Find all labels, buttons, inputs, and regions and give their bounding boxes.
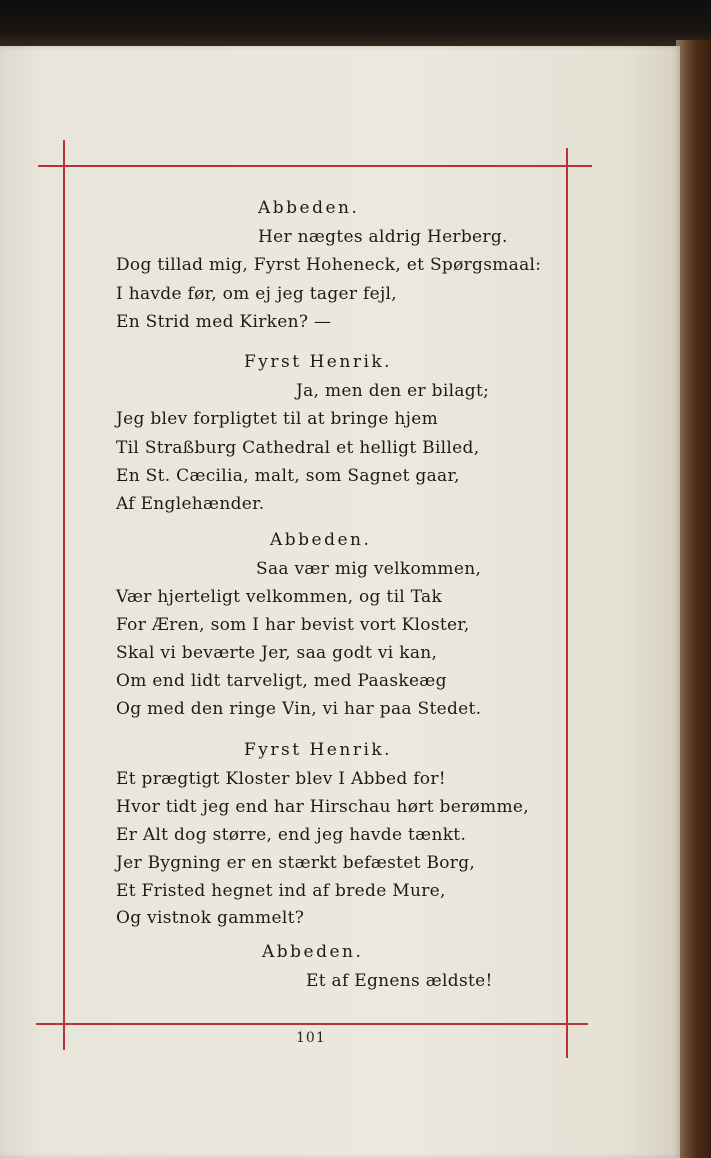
verse-line: Dog tillad mig, Fyrst Hoheneck, et Spørgsmaal: — [116, 255, 542, 275]
verse-line: Hvor tidt jeg end har Hirschau hørt berømme, — [116, 797, 529, 817]
verse-line: Skal vi beværte Jer, saa godt vi kan, — [116, 643, 438, 663]
verse-line: Og med den ringe Vin, vi har paa Stedet. — [116, 699, 482, 719]
background-shadow — [0, 0, 711, 48]
verse-line: Jer Bygning er en stærkt befæstet Borg, — [116, 853, 476, 873]
verse-line: Et prægtigt Kloster blev I Abbed for! — [116, 769, 446, 789]
verse-line: I havde før, om ej jeg tager fejl, — [116, 284, 397, 304]
verse-line: Et af Egnens ældste! — [306, 971, 493, 991]
verse-line: Til Straßburg Cathedral et helligt Billed, — [116, 438, 480, 458]
verse-line: En Strid med Kirken? — — [116, 312, 332, 332]
verse-line: Og vistnok gammelt? — [116, 908, 305, 928]
verse-line: Ja, men den er bilagt; — [296, 381, 490, 401]
verse-line: Er Alt dog større, end jeg havde tænkt. — [116, 825, 467, 845]
verse-line: Om end lidt tarveligt, med Paaskeæg — [116, 671, 447, 691]
verse-line: Et Fristed hegnet ind af brede Mure, — [116, 881, 446, 901]
speaker-heading: Fyrst Henrik. — [244, 740, 393, 760]
speaker-heading: Abbeden. — [258, 198, 360, 218]
page-number: 101 — [296, 1030, 326, 1046]
frame-rule-left — [63, 140, 65, 1050]
frame-rule-right — [566, 148, 568, 1058]
frame-rule-top — [38, 165, 592, 167]
speaker-heading: Abbeden. — [262, 942, 364, 962]
verse-line: For Æren, som I har bevist vort Kloster, — [116, 615, 470, 635]
verse-line: Saa vær mig velkommen, — [256, 559, 482, 579]
book-spine — [676, 40, 711, 1158]
frame-rule-bottom — [36, 1023, 588, 1025]
verse-line: Her nægtes aldrig Herberg. — [258, 227, 508, 247]
verse-line: Af Englehænder. — [116, 494, 265, 514]
verse-line: En St. Cæcilia, malt, som Sagnet gaar, — [116, 466, 460, 486]
verse-line: Vær hjerteligt velkommen, og til Tak — [116, 587, 443, 607]
speaker-heading: Abbeden. — [270, 530, 372, 550]
verse-line: Jeg blev forpligtet til at bringe hjem — [116, 409, 438, 429]
speaker-heading: Fyrst Henrik. — [244, 352, 393, 372]
